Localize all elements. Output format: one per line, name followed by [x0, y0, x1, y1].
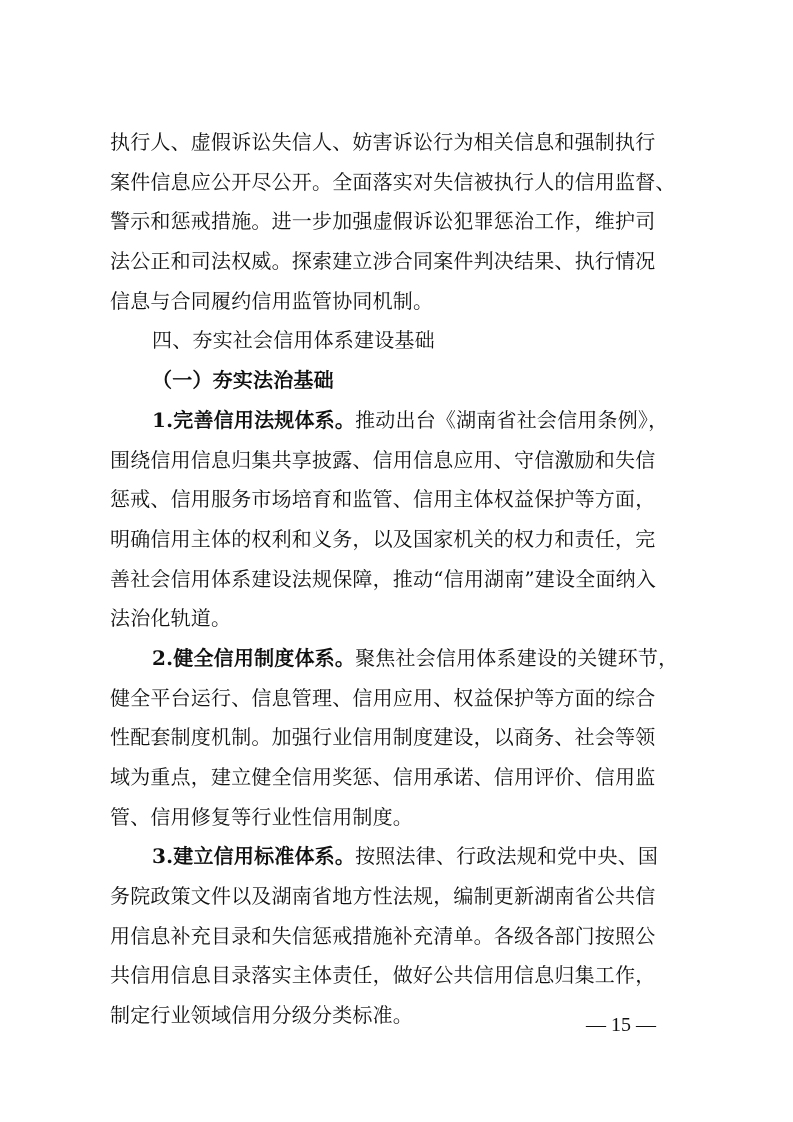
paragraph-line: 制定行业领域信用分级分类标准。 — [110, 1003, 413, 1028]
paragraph-line: 惩戒、信用服务市场培育和监管、信用主体权益保护等方面， — [110, 487, 656, 512]
item-3-first-line — [110, 837, 688, 877]
paragraph-line: 明确信用主体的权利和义务，以及国家机关的权力和责任，完 — [110, 526, 656, 551]
paragraph-line: 性配套制度机制。加强行业信用制度建设，以商务、社会等领 — [110, 725, 656, 750]
paragraph-line: 法公正和司法权威。探索建立涉合同案件判决结果、执行情况 — [110, 249, 656, 274]
item-2-first-line — [110, 639, 688, 679]
item-2-title: 2.健全信用制度体系。 — [152, 645, 356, 670]
item-3-title: 3.建立信用标准体系。 — [152, 844, 356, 869]
item-1-first-line-text: 推动出台《湖南省社会信用条例》， — [355, 407, 669, 432]
paragraph-line: 管、信用修复等行业性信用制度。 — [110, 804, 413, 829]
item-1-title: 1.完善信用法规体系。 — [152, 407, 356, 432]
paragraph-line: 善社会信用体系建设法规保障，推动“信用湖南”建设全面纳入 — [110, 566, 657, 591]
paragraph-line: 信息与合同履约信用监管协同机制。 — [110, 288, 434, 313]
paragraph-line: 共信用信息目录落实主体责任，做好公共信用信息归集工作， — [110, 963, 656, 988]
paragraph-line: 用信息补充目录和失信惩戒措施补充清单。各级各部门按照公 — [110, 923, 656, 948]
page-number: — 15 — — [586, 1014, 656, 1036]
section-heading: 四、夯实社会信用体系建设基础 — [152, 328, 435, 353]
body-text — [110, 123, 688, 1036]
paragraph-line: 务院政策文件以及湖南省地方性法规，编制更新湖南省公共信 — [110, 884, 656, 909]
paragraph-line: 法治化轨道。 — [110, 606, 232, 631]
paragraph-line: 案件信息应公开尽公开。全面落实对失信被执行人的信用监督、 — [110, 169, 676, 194]
paragraph-line: 警示和惩戒措施。进一步加强虚假诉讼犯罪惩治工作，维护司 — [110, 209, 656, 234]
item-1-first-line — [110, 401, 688, 441]
paragraph-line: 围绕信用信息归集共享披露、信用信息应用、守信激励和失信 — [110, 447, 656, 472]
paragraph-line: 健全平台运行、信息管理、信用应用、权益保护等方面的综合 — [110, 685, 656, 710]
subsection-heading: （一）夯实法治基础 — [152, 368, 334, 393]
paragraph-line: 域为重点，建立健全信用奖惩、信用承诺、信用评价、信用监 — [110, 765, 656, 789]
paragraph-line: 执行人、虚假诉讼失信人、妨害诉讼行为相关信息和强制执行 — [110, 130, 656, 154]
item-2-first-line-text: 聚焦社会信用体系建设的关键环节， — [355, 645, 679, 670]
item-3-first-line-text: 按照法律、行政法规和党中央、国 — [355, 844, 659, 869]
